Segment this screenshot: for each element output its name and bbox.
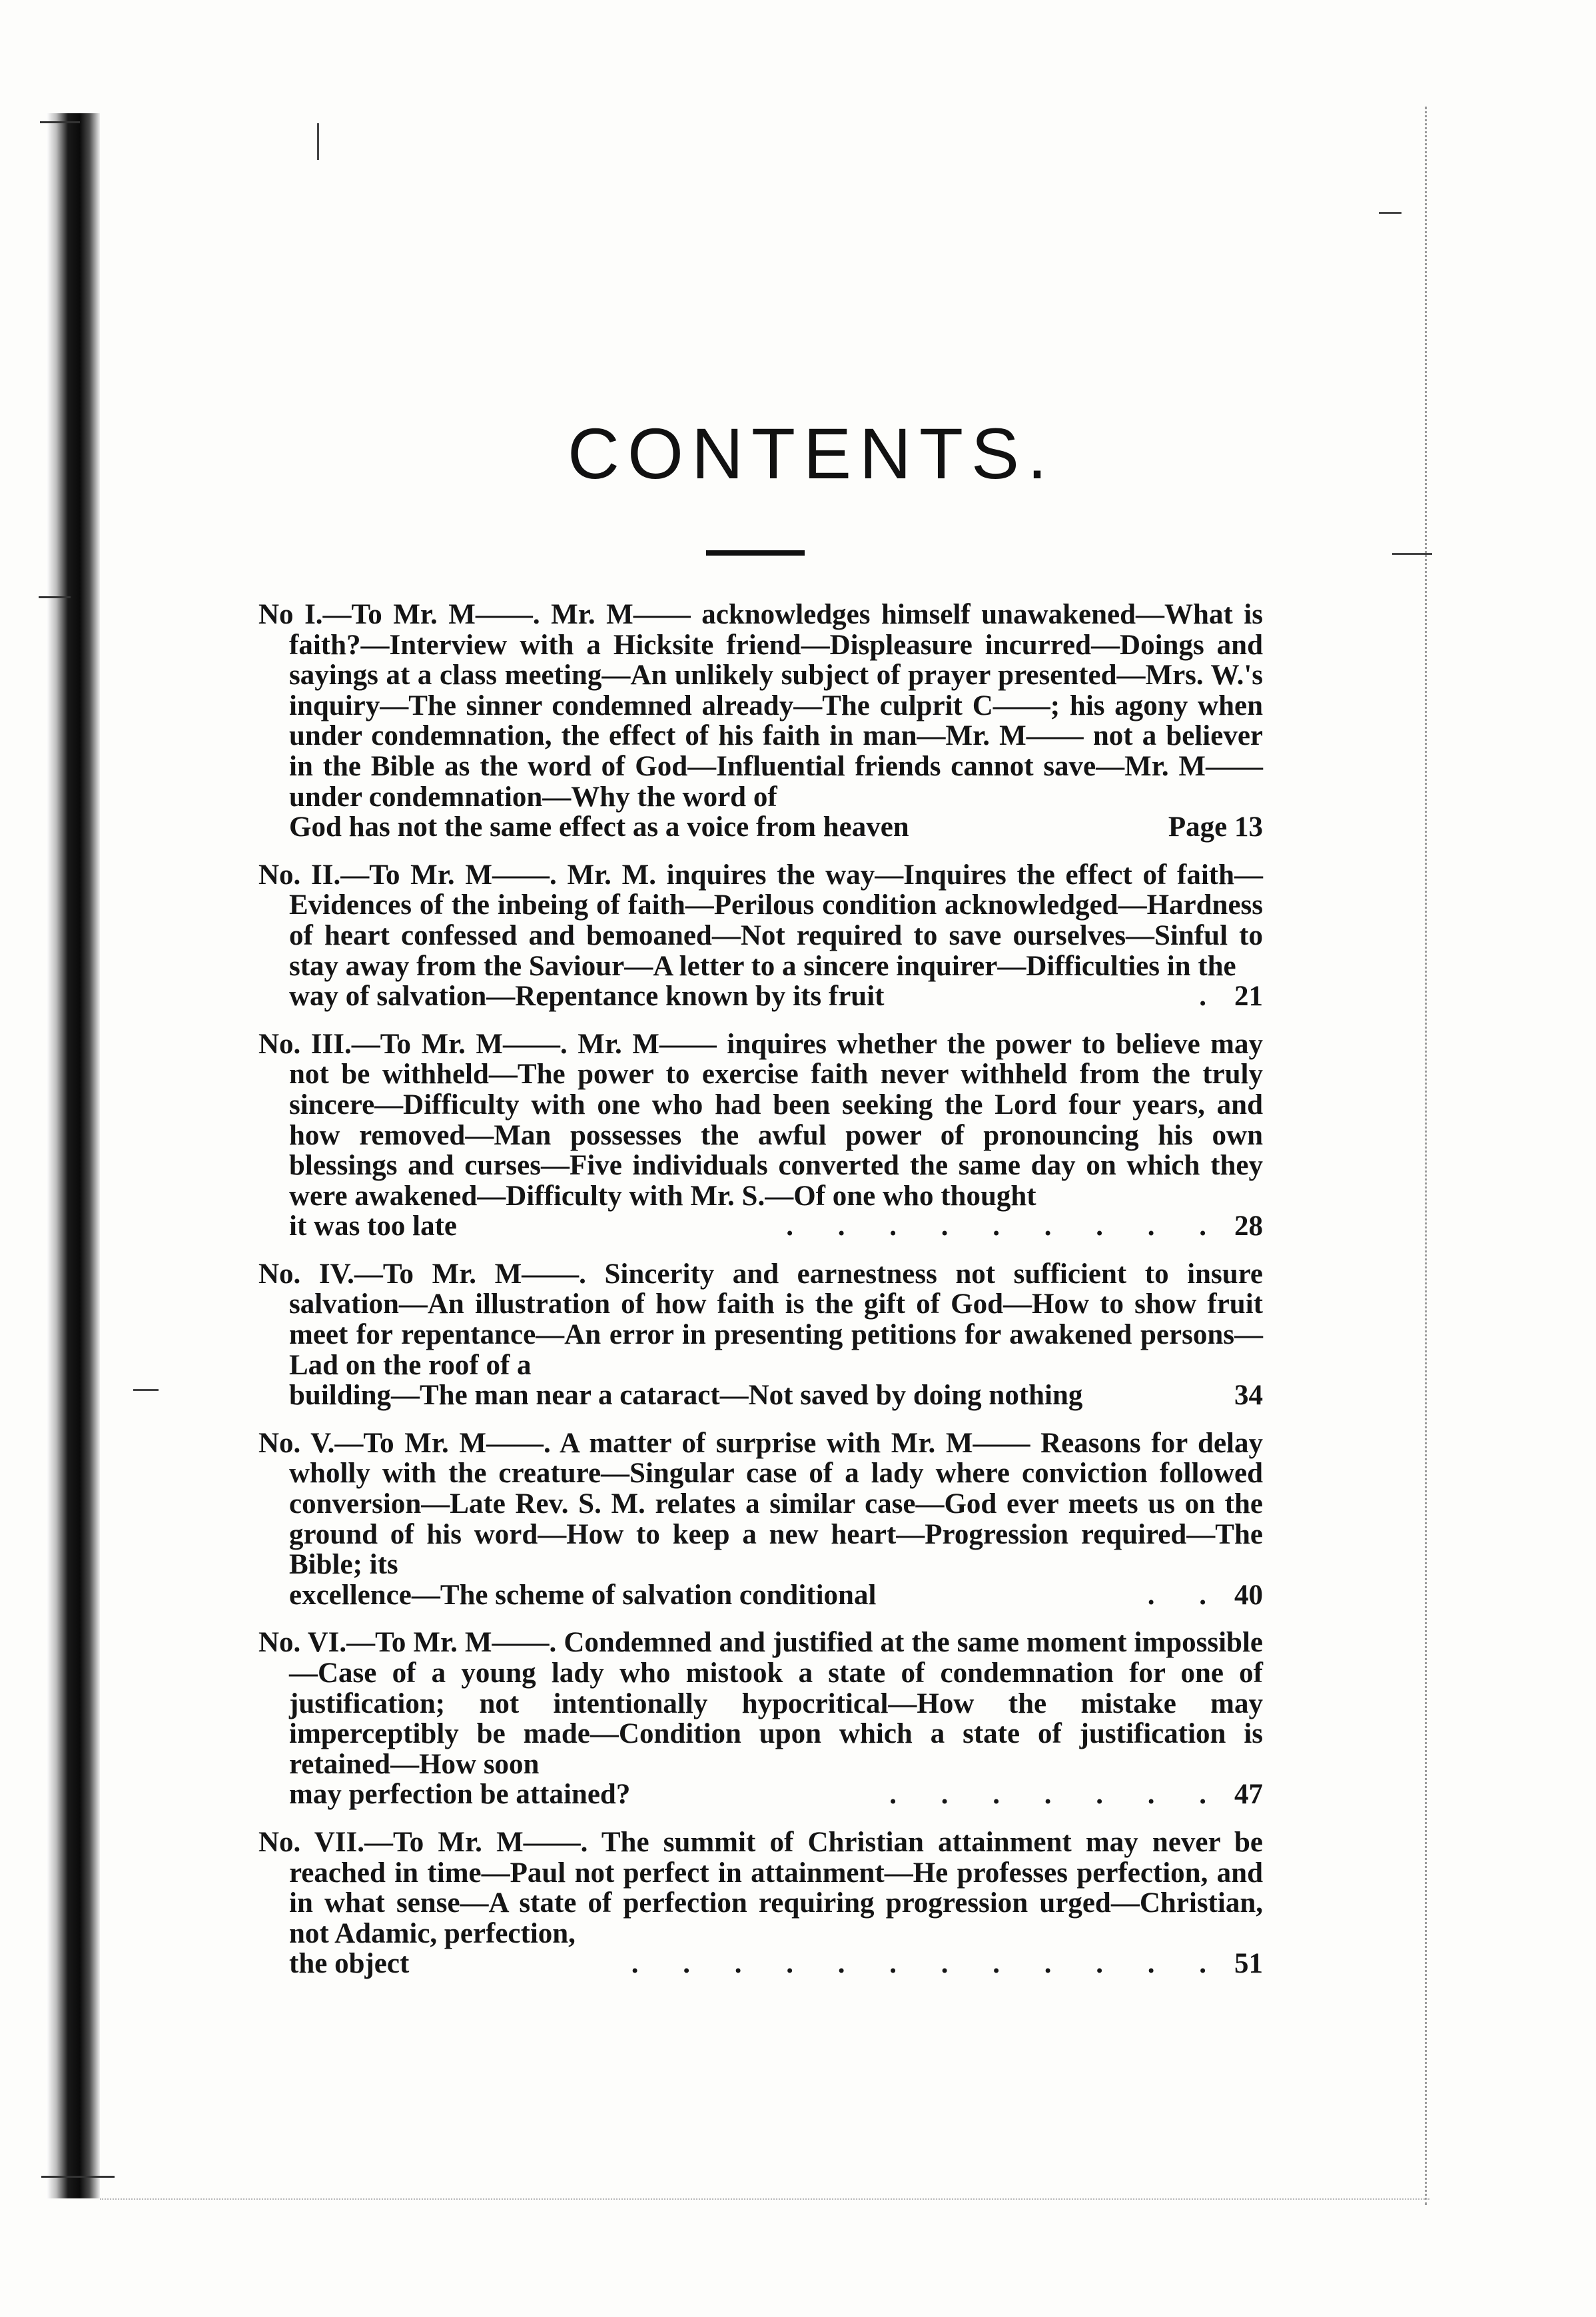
entry-summary: Sincerity and earnestness not sufficient to insure salvation—An illustration of how faith is the gift of God—How to show fruit meet for repentance—An error in presenting petitions for awakened persons—Lad on the roof of a — [289, 1258, 1263, 1381]
entry-heading: No. V.—To Mr. M——. — [258, 1427, 551, 1459]
stray-mark — [133, 1389, 159, 1391]
contents-entry — [258, 860, 1263, 1012]
leader-dots: . . . . . . . — [889, 1779, 1225, 1810]
contents-entry — [258, 1259, 1263, 1411]
page-number: 34 — [1234, 1380, 1263, 1412]
entry-heading: No. II.—To Mr. M——. — [258, 859, 557, 891]
entry-summary-end: God has not the same effect as a voice from heaven — [289, 811, 909, 843]
entry-heading: No. VI.—To Mr. M——. — [258, 1627, 557, 1659]
entry-heading: No. IV.—To Mr. M——. — [258, 1258, 586, 1290]
contents-list — [258, 600, 1263, 1997]
entry-summary: The summit of Christian attainment may never be reached in time—Paul not perfect in attainment—He professes perfection, and in what sense—A state of perfection requiring progression urged—Christian, not Adamic, perfection, — [289, 1826, 1263, 1949]
page-edge-bottom — [100, 2198, 1429, 2202]
entry-summary: Condemned and justified at the same moment impossible—Case of a young lady who mistook a state of condemnation for one of justification; not intentionally hypocritical—How the mistake may imperceptibly be made—Condition upon which a state of justification is retained—How soon — [289, 1627, 1264, 1780]
spine-mark — [41, 2176, 115, 2178]
spine-mark — [39, 596, 71, 598]
entry-heading: No I.—To Mr. M——. — [258, 599, 540, 630]
entry-summary: Mr. M—— inquires whether the power to believe may not be withheld—The power to exercise faith never withheld from the truly sincere—Difficulty with one who had been seeking the Lord four years, and how removed—Man possesses the awful power of pronouncing his own blessings and curses—Five individuals converted the same day on which they were awakened—Difficulty with Mr. S.—Of one who thought — [289, 1028, 1263, 1212]
contents-entry — [258, 1827, 1263, 1979]
stray-mark — [1379, 212, 1401, 214]
page-number: 28 — [1234, 1210, 1263, 1242]
stray-mark — [317, 123, 319, 160]
spine-mark — [40, 121, 80, 123]
contents-entry — [258, 1627, 1263, 1810]
page-number: 47 — [1234, 1779, 1263, 1811]
entry-summary: Mr. M. inquires the way—Inquires the effect of faith—Evidences of the inbeing of faith—Perilous condition acknowledged—Hardness of heart confessed and bemoaned—Not required to save ourselves—Sinful to stay away from the Saviour—A letter to a sincere inquirer—Difficulties in the — [289, 859, 1263, 982]
entry-summary: A matter of surprise with Mr. M—— Reasons for delay wholly with the creature—Singular case of a lady where conviction followed conversion—Late Rev. S. M. relates a similar case—God ever meets us on the ground of his word—How to keep a new heart—Progression required—The Bible; its — [289, 1427, 1263, 1581]
title-rule — [706, 550, 805, 556]
page-number: 51 — [1234, 1948, 1263, 1980]
page-title: CONTENTS. — [567, 413, 1055, 494]
entry-summary-end: may perfection be attained? — [289, 1779, 631, 1811]
leader-dots: . — [1199, 981, 1225, 1012]
entry-summary-end: building—The man near a cataract—Not saved by doing nothing — [289, 1380, 1083, 1412]
entry-heading: No. III.—To Mr. M——. — [258, 1028, 568, 1060]
entry-summary-end: the object — [289, 1948, 410, 1980]
stray-mark — [1392, 553, 1432, 555]
leader-dots — [909, 812, 1168, 843]
entry-summary-end: way of salvation—Repentance known by its fruit — [289, 981, 885, 1013]
contents-entry — [258, 1029, 1263, 1242]
leader-dots: . . . . . . . . . . . . — [631, 1949, 1225, 1979]
leader-dots: . . — [1147, 1580, 1225, 1611]
contents-entry — [258, 1428, 1263, 1611]
entry-summary-end: excellence—The scheme of salvation conditional — [289, 1579, 877, 1611]
entry-summary-end: it was too late — [289, 1210, 457, 1242]
leader-dots — [1082, 1380, 1234, 1411]
page-number: Page 13 — [1168, 811, 1263, 843]
contents-entry — [258, 600, 1263, 843]
entry-summary: Mr. M—— acknowledges himself unawakened—What is faith?—Interview with a Hicksite friend—Displeasure incurred—Doings and sayings at a class meeting—An unlikely subject of prayer presented—Mrs. W.'s inquiry—The sinner condemned already—The culprit C——; his agony when under condemnation, the effect of his faith in man—Mr. M—— not a believer in the Bible as the word of God—Influential friends cannot save—Mr. M—— under condemnation—Why the word of — [289, 599, 1263, 813]
page-number: 21 — [1234, 981, 1263, 1013]
page-number: 40 — [1234, 1579, 1263, 1611]
entry-heading: No. VII.—To Mr. M——. — [258, 1826, 588, 1858]
leader-dots: . . . . . . . . . — [786, 1211, 1225, 1242]
